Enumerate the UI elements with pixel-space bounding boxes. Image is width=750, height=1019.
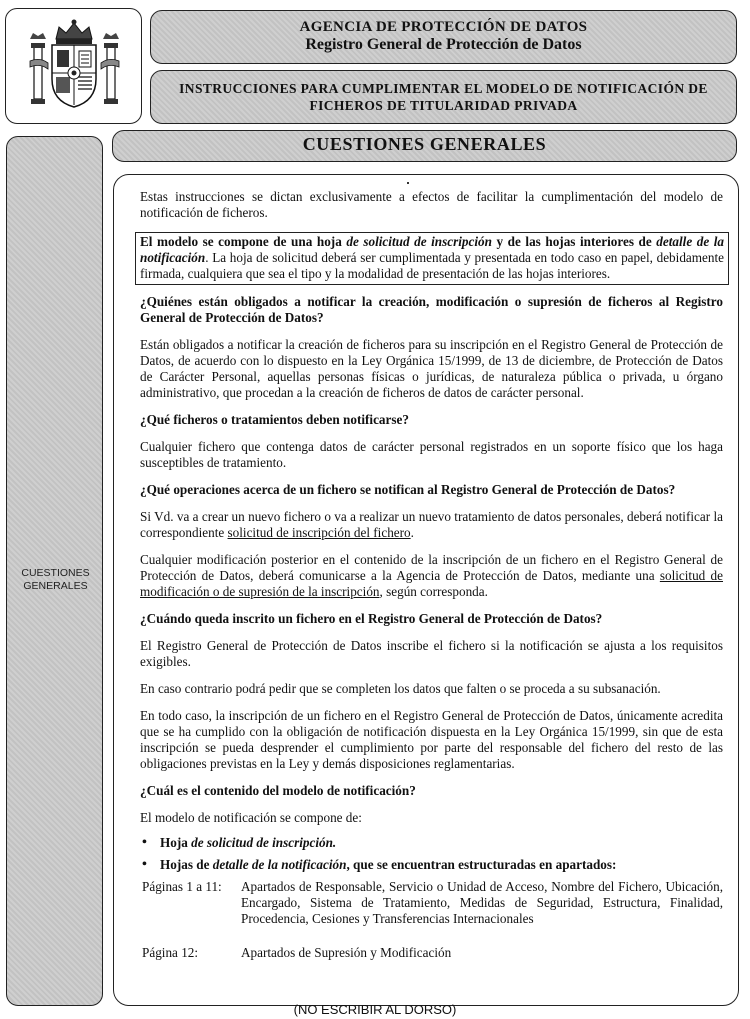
agency-name: AGENCIA DE PROTECCIÓN DE DATOS bbox=[299, 19, 588, 35]
pages-row bbox=[140, 879, 723, 927]
intro-paragraph: Estas instrucciones se dictan exclusivamente a efectos de facilitar la cumplimentación del modelo de notificación de ficheros. bbox=[140, 189, 723, 220]
section-title: CUESTIONES GENERALES bbox=[302, 134, 547, 154]
answer-paragraph: Cualquier modificación posterior en el contenido de la inscripción de un fichero en el Registro General de Protección de Datos, deberá comunicarse a la Agencia de Protección de Datos, mediante una solicitud de modificación o de supresión de la inscripción, según corresponda. bbox=[140, 552, 723, 599]
framed-note: El modelo se compone de una hoja de solicitud de inscripción y de las hojas interiores de detalle de la notificación. La hoja de solicitud deberá ser cumplimentada y presentada en todo caso en papel, debidamente firmada, cualquiera que sea el tipo y la modalidad de presentación de las hojas interiores. bbox=[135, 232, 729, 285]
answer-paragraph: Están obligados a notificar la creación de ficheros para su inscripción en el Registro General de Protección de Datos, de acuerdo con lo dispuesto en la Ley Orgánica 15/1999, de 13 de diciembre, de Protección de Datos de Carácter Personal, aquellas personas físicas o jurídicas, de naturaleza pública o privada, u órgano administrativo, que procedan a la creación de ficheros de datos de carácter personal. bbox=[140, 337, 723, 400]
registry-name: Registro General de Protección de Datos bbox=[305, 36, 582, 53]
pages-key: Página 12: bbox=[142, 945, 199, 960]
answer-paragraph: El Registro General de Protección de Datos inscribe el fichero si la notificación se ajusta a los requisitos exigibles. bbox=[140, 638, 723, 669]
answer-paragraph: En caso contrario podrá pedir que se completen los datos que falten o se proceda a su subsanación. bbox=[140, 681, 661, 696]
agency-header bbox=[150, 10, 737, 64]
question-heading: ¿Quiénes están obligados a notificar la creación, modificación o supresión de ficheros al Registro General de Protección de Datos? bbox=[140, 294, 723, 325]
question-heading: ¿Cuál es el contenido del modelo de notificación? bbox=[140, 783, 416, 798]
question-heading: ¿Qué ficheros o tratamientos deben notificarse? bbox=[140, 412, 409, 427]
instructions-title-line2: FICHEROS DE TITULARIDAD PRIVADA bbox=[309, 98, 578, 113]
pages-key: Páginas 1 a 11: bbox=[142, 879, 222, 894]
sidebar-label-line1: CUESTIONES bbox=[21, 567, 90, 579]
sidebar bbox=[6, 136, 103, 1006]
coat-of-arms-icon bbox=[26, 17, 123, 117]
answer-paragraph: En todo caso, la inscripción de un fichero en el Registro General de Protección de Datos, únicamente acredita que se ha cumplido con la obligación de notificación dispuesta en la Ley Orgánica 15/1999, sin que de esta inscripción se pueda desprender el cumplimiento por parte del responsable del fichero del resto de las obligaciones previstas en la Ley y demás disposiciones reglamentarias. bbox=[140, 708, 723, 771]
question-heading: ¿Qué operaciones acerca de un fichero se notifican al Registro General de Protección de Datos? bbox=[140, 482, 676, 497]
instructions-header bbox=[150, 70, 737, 124]
question-heading: ¿Cuándo queda inscrito un fichero en el Registro General de Protección de Datos? bbox=[140, 611, 603, 626]
registration-request-link: solicitud de inscripción del fichero bbox=[227, 525, 411, 540]
section-header bbox=[112, 130, 737, 162]
list-item: • Hoja de solicitud de inscripción. bbox=[140, 835, 723, 851]
pages-row bbox=[140, 945, 723, 961]
modification-request-link: solicitud de modificación o de supresión de la inscripción bbox=[140, 568, 723, 599]
sidebar-label-line2: GENERALES bbox=[23, 580, 88, 592]
answer-paragraph: Cualquier fichero que contenga datos de carácter personal registrados en un soporte físico que los haga susceptibles de tratamiento. bbox=[140, 439, 723, 470]
sidebar-label bbox=[7, 567, 104, 593]
pages-value: Apartados de Responsable, Servicio o Unidad de Acceso, Nombre del Fichero, Ubicación, Encargado, Sistema de Tratamiento, Medidas de Seguridad, Estructura, Finalidad, Procedencia, Cesiones y Transferencias Internacionales bbox=[241, 879, 723, 926]
content-body bbox=[140, 189, 723, 961]
logo-box bbox=[5, 8, 142, 124]
instructions-title-line1: INSTRUCCIONES PARA CUMPLIMENTAR EL MODELO DE NOTIFICACIÓN DE bbox=[179, 81, 708, 96]
list-item: • Hojas de detalle de la notificación, que se encuentran estructuradas en apartados: bbox=[140, 857, 723, 873]
answer-paragraph: Si Vd. va a crear un nuevo fichero o va a realizar un nuevo tratamiento de datos personales, deberá notificar la correspondiente solicitud de inscripción del fichero. bbox=[140, 509, 723, 540]
speck bbox=[407, 182, 409, 184]
pages-value: Apartados de Supresión y Modificación bbox=[241, 945, 452, 960]
answer-paragraph: El modelo de notificación se compone de: bbox=[140, 810, 362, 825]
footer-note: (NO ESCRIBIR AL DORSO) bbox=[293, 1002, 457, 1017]
contents-list bbox=[140, 835, 723, 873]
